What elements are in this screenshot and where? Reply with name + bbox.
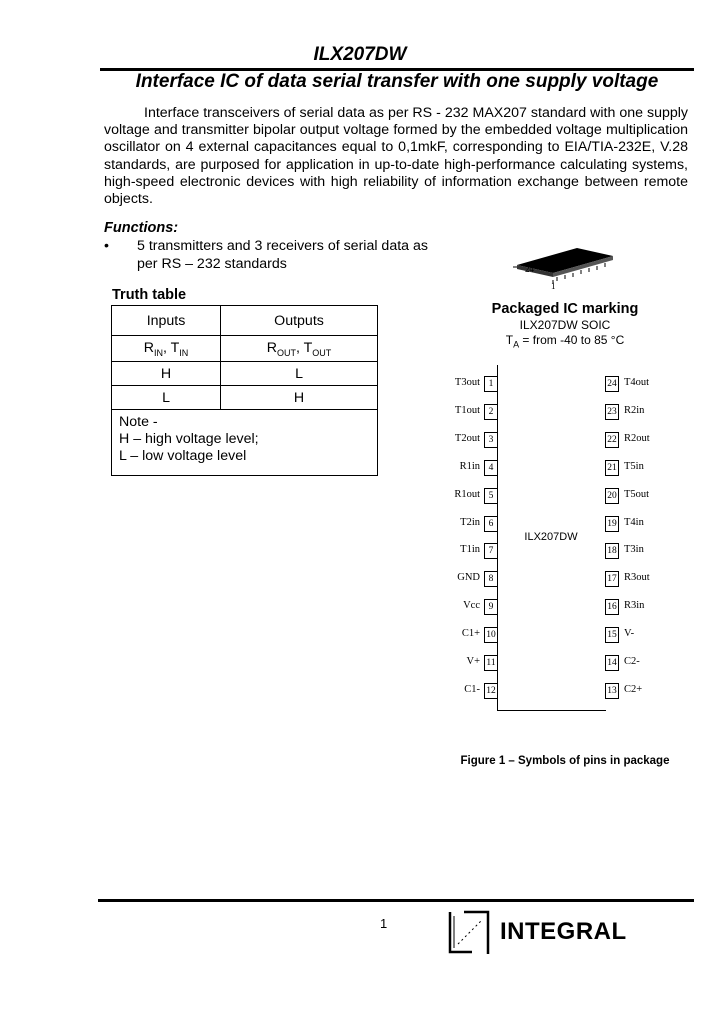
pin-label: R2out [624,432,650,444]
pin-number: 6 [484,516,498,532]
cell: L [112,386,221,410]
function-item: 5 transmitters and 3 receivers of serial data as per RS – 232 standards [137,238,428,272]
pin-label: GND [457,572,480,584]
pin-label: T3in [624,544,644,556]
pin-number: 13 [605,683,619,699]
pin-number: 3 [484,432,498,448]
pin-number: 21 [605,460,619,476]
pin-label: T1in [460,544,480,556]
pin-number: 14 [605,655,619,671]
pin-number: 23 [605,404,619,420]
pin-number: 4 [484,460,498,476]
table-row [112,386,378,410]
package-title: Packaged IC marking [491,301,639,317]
pin24-marker: 24 [525,264,534,274]
pin-label: T2out [454,432,480,444]
brand-name: INTEGRAL [500,918,627,945]
table-note: Note - H – high voltage level; L – low voltage level [112,410,378,476]
pin-label: C1- [464,683,480,695]
pin-number: 10 [484,627,498,643]
pin-label: T3out [454,377,480,388]
document-subtitle: Interface IC of data serial transfer with one supply voltage [135,71,659,92]
pin-label: T4in [624,516,644,528]
pin-number: 7 [484,543,498,559]
figure-caption: Figure 1 – Symbols of pins in package [460,755,670,767]
page-number: 1 [380,916,388,931]
pin-number: 17 [605,571,619,587]
pin-number: 20 [605,488,619,504]
pin-number: 9 [484,599,498,615]
intro-paragraph: Interface transceivers of serial data as per RS - 232 MAX207 standard with one supply voltage and transmitter bipolar output voltage formed by the embedded voltage multiplication oscillator on 4 external capacitances equal to 0,1mkF, corresponding to EIA/TIA-232E, V.28 standards, are purposed for application in up-to-date high-performance calculating systems, high-speed electronic devices with high reliability of information exchange between remote objects. [104,105,688,208]
pin-number: 2 [484,404,498,420]
truth-table [111,305,378,476]
pin-number: 11 [484,655,498,671]
pin-number: 24 [605,376,619,392]
integral-logo-icon [448,910,490,955]
pin-label: C1+ [461,628,480,640]
pin-label: T5out [624,488,650,500]
truth-table-title: Truth table [112,287,187,303]
pin-label: R3out [624,572,650,584]
pin-number: 5 [484,488,498,504]
pin-label: R2in [624,404,645,416]
pin-label: T5in [624,460,644,472]
soic-package-icon [505,240,625,290]
pin-label: R1in [459,460,480,472]
bullet-icon: • [104,238,109,254]
pin-label: T1out [454,404,480,416]
package-name: ILX207DW SOIC [519,318,611,332]
pin-number: 12 [484,683,498,699]
pin-label: V+ [466,656,480,667]
pin-number: 15 [605,627,619,643]
pin-label: V- [624,628,635,640]
cell: H [112,362,221,386]
table-row [112,362,378,386]
cell: H [221,386,378,410]
pin-number: 1 [484,376,498,392]
pin-label: T4out [624,377,650,388]
pin-number: 18 [605,543,619,559]
footer-rule [98,899,694,902]
pin-number: 19 [605,516,619,532]
pin-number: 16 [605,599,619,615]
pin-label: C2- [624,656,640,667]
header-inputs: Inputs [112,306,221,336]
ic-name: ILX207DW [524,531,578,543]
outputs-signals: $R_{OUT}$, $T_{OUT}$ [221,336,378,362]
pin-number: 8 [484,571,498,587]
inputs-signals: $R_{IN}$, $T_{IN}$ [112,336,221,362]
pin-label: C2+ [624,683,643,695]
header-outputs: Outputs [221,306,378,336]
pin1-marker: 1 [551,281,556,291]
pin-number: 22 [605,432,619,448]
cell: L [221,362,378,386]
document-title: ILX207DW [313,44,407,65]
pin-label: Vcc [463,600,480,612]
pin-label: R1out [454,488,480,500]
temperature-range: $T_A$ = from -40 to 85 °C [505,333,625,350]
functions-heading: Functions: [104,220,179,236]
pin-label: T2in [460,516,480,528]
pin-label: R3in [624,600,645,612]
